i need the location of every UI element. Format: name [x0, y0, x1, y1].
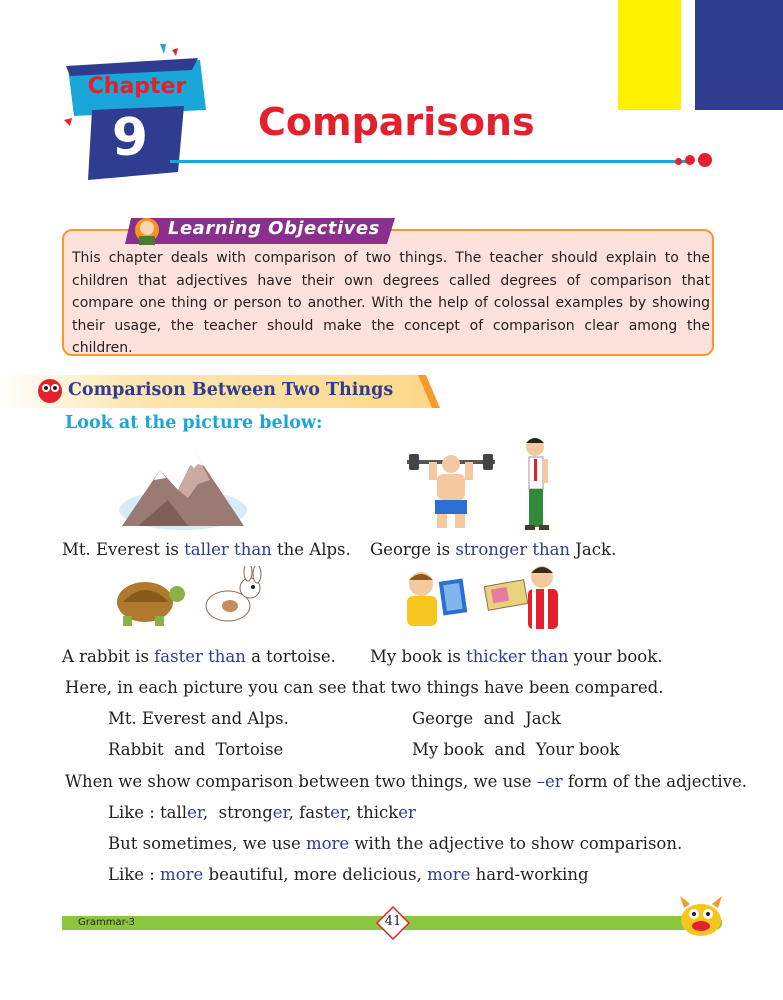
more-rule-line	[108, 834, 682, 853]
page-number: 41	[384, 914, 402, 929]
comparison-highlight: thicker than	[466, 647, 569, 666]
thin-boy-illustration	[515, 435, 565, 533]
suffix-highlight: er	[187, 803, 203, 822]
corner-blue-block	[695, 0, 783, 110]
separator: ,	[288, 803, 300, 822]
pair-item: Mt. Everest and Alps.	[108, 709, 289, 728]
comparison-highlight: faster than	[154, 647, 246, 666]
more-highlight: more	[160, 865, 204, 884]
sentence-text: A rabbit is	[62, 647, 155, 666]
er-examples-line	[108, 803, 416, 822]
comparison-highlight: taller than	[184, 540, 272, 559]
example-word: beautiful, more delicious,	[203, 865, 428, 884]
rule-text: But sometimes, we use	[108, 834, 306, 853]
title-underline	[170, 160, 690, 163]
look-at-picture-heading: Look at the picture below:	[65, 413, 323, 433]
sentence-text: My book is	[370, 647, 467, 666]
pair-item: My book and Your book	[412, 740, 620, 759]
corner-yellow-block	[618, 0, 681, 110]
like-prefix: Like :	[108, 803, 161, 822]
rule-text: When we show comparison between two things, we use	[65, 772, 537, 791]
example-word: thick	[356, 803, 399, 822]
comparison-highlight: stronger than	[455, 540, 571, 559]
separator: ,	[346, 803, 357, 822]
er-rule-line	[65, 772, 747, 791]
more-examples-line	[108, 865, 589, 884]
example-word: tall	[160, 803, 188, 822]
mountain-illustration	[118, 440, 248, 532]
sentence-text: Jack.	[570, 540, 617, 559]
title-dot	[675, 158, 682, 165]
monster-mascot-icon	[676, 894, 726, 938]
footer-book-label: Grammar-3	[78, 917, 136, 928]
rule-text: with the adjective to show comparison.	[349, 834, 683, 853]
more-highlight: more	[427, 865, 471, 884]
sentence-book	[370, 647, 662, 666]
example-word: hard-working	[470, 865, 589, 884]
like-prefix: Like :	[108, 865, 161, 884]
example-word: fast	[299, 803, 331, 822]
sentence-text: the Alps.	[271, 540, 351, 559]
sentence-text: Mt. Everest is	[62, 540, 185, 559]
suffix-highlight: er	[330, 803, 347, 822]
separator: ,	[202, 803, 219, 822]
more-highlight: more	[305, 834, 350, 853]
sentence-text: your book.	[568, 647, 663, 666]
suffix-highlight: er	[272, 803, 289, 822]
chapter-number: 9	[111, 108, 149, 168]
chapter-label: Chapter	[87, 74, 187, 99]
boy-with-book-illustration	[397, 568, 477, 632]
title-dot	[685, 155, 695, 165]
sentence-text: a tortoise.	[245, 647, 336, 666]
learning-objectives-heading: Learning Objectives	[168, 218, 380, 239]
page-title: Comparisons	[258, 100, 535, 144]
sentence-rabbit	[62, 647, 336, 666]
weightlifter-illustration	[405, 450, 497, 530]
boy-with-thick-book-illustration	[484, 563, 564, 633]
er-highlight: –er	[536, 772, 563, 791]
pair-item: George and Jack	[412, 709, 561, 728]
learning-objectives-text: This chapter deals with comparison of two things. The teacher should explain to the children that adjectives have their own degrees called degrees of comparison that compare one thing or person to another. With the help of colossal examples by showing their usage, the teacher should make the concept of comparison clear among the children.	[72, 250, 710, 356]
rabbit-illustration	[200, 566, 265, 628]
sentence-george	[370, 540, 616, 559]
sentence-text: George is	[370, 540, 456, 559]
example-word: strong	[218, 803, 273, 822]
rule-text: form of the adjective.	[562, 772, 748, 791]
sentence-everest	[62, 540, 351, 559]
pair-item: Rabbit and Tortoise	[108, 740, 284, 759]
title-dot	[698, 153, 712, 167]
tortoise-illustration	[113, 572, 188, 628]
intro-line: Here, in each picture you can see that two things have been compared.	[65, 678, 664, 697]
suffix-highlight: er	[398, 803, 416, 822]
section-heading: Comparison Between Two Things	[68, 380, 394, 400]
